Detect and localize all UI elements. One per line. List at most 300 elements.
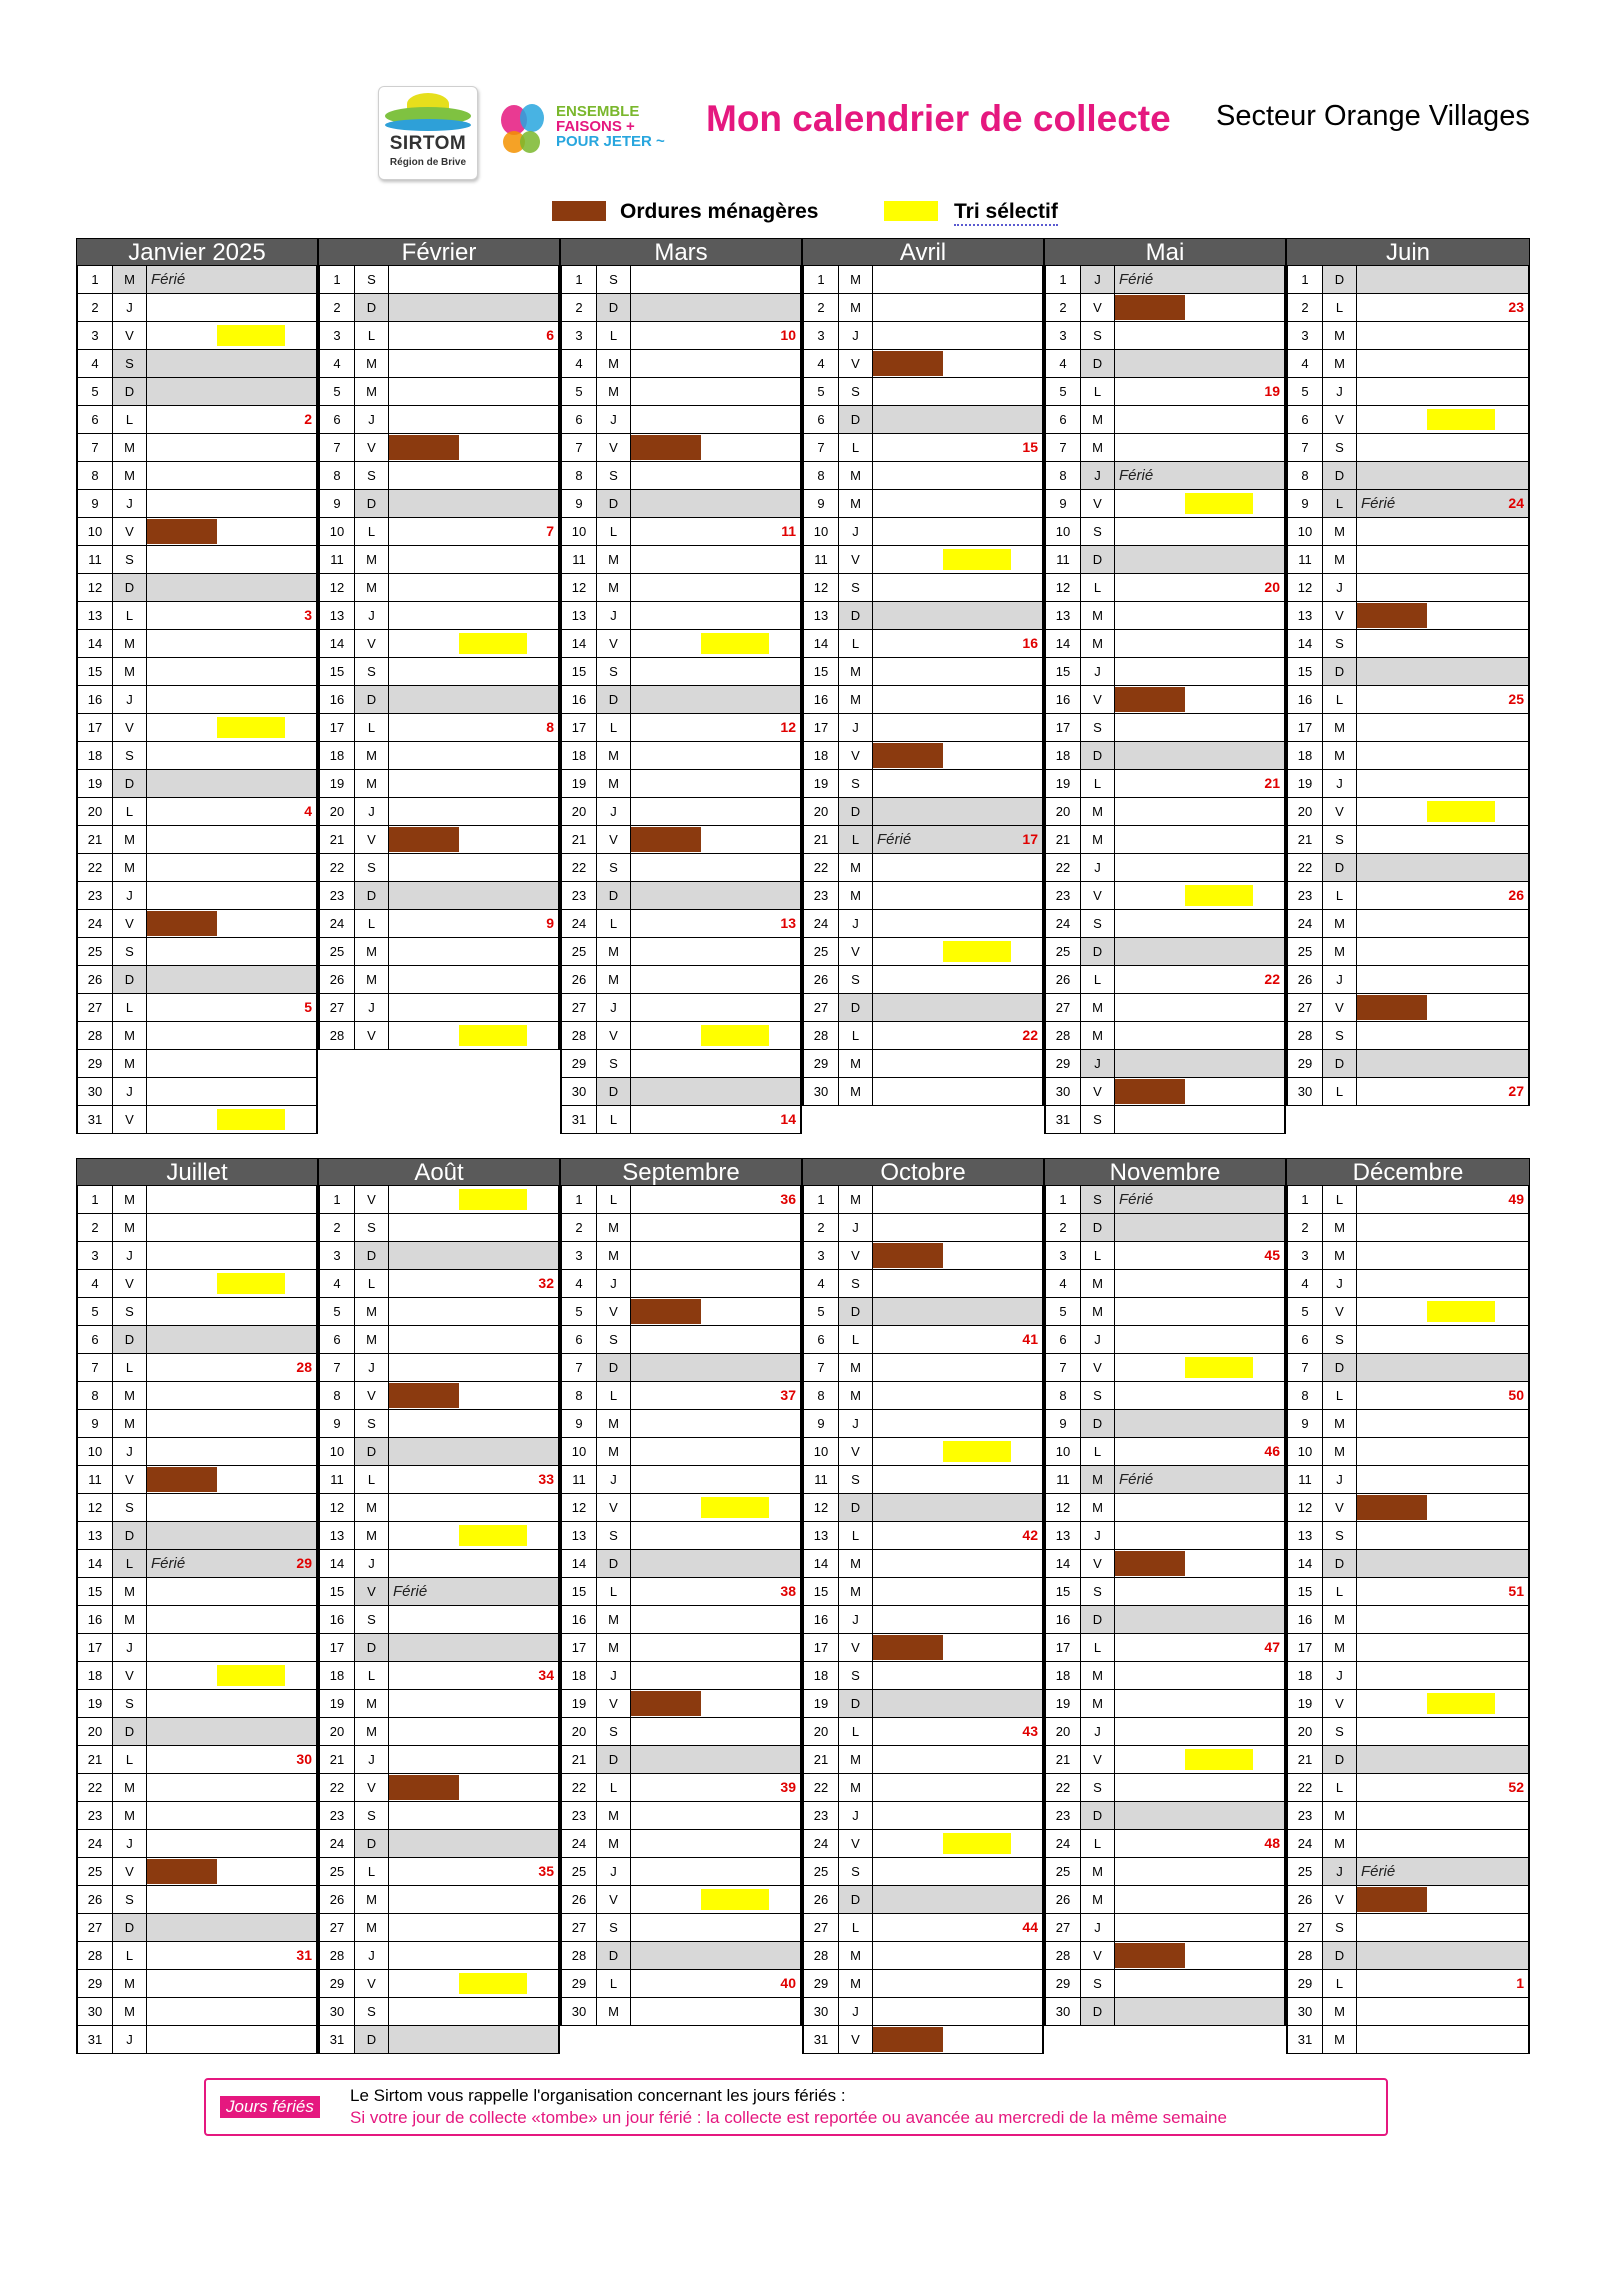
- day-row: [560, 602, 802, 630]
- day-row: [76, 490, 318, 518]
- day-row: [1286, 1718, 1530, 1746]
- weekday-letter: V: [1323, 1886, 1357, 1913]
- weekday-letter: M: [597, 1998, 631, 2025]
- day-row: [1286, 1578, 1530, 1606]
- day-row: [560, 1830, 802, 1858]
- day-row: [1044, 1438, 1286, 1466]
- weekday-letter: M: [597, 1606, 631, 1633]
- collection-cell: [389, 742, 558, 769]
- day-number: 26: [1046, 1886, 1081, 1913]
- day-row: [1286, 350, 1530, 378]
- day-row: [802, 1914, 1044, 1942]
- day-row: [318, 1606, 560, 1634]
- day-number: 1: [320, 1186, 355, 1213]
- week-number: 3: [304, 607, 312, 623]
- day-number: 19: [804, 770, 839, 797]
- collection-cell: [389, 2026, 558, 2053]
- day-number: 18: [804, 1662, 839, 1689]
- weekday-letter: V: [839, 1634, 873, 1661]
- day-number: 14: [78, 630, 113, 657]
- weekday-letter: V: [839, 2026, 873, 2053]
- day-number: 20: [804, 1718, 839, 1745]
- collection-cell: [873, 462, 1042, 489]
- collection-cell: [873, 490, 1042, 517]
- collection-cell: [1357, 1578, 1528, 1605]
- day-number: 6: [1288, 406, 1323, 433]
- collection-cell: [1115, 1998, 1284, 2025]
- weekday-letter: D: [597, 1942, 631, 1969]
- collection-cell: [389, 1522, 558, 1549]
- collection-cell: [631, 1858, 800, 1885]
- day-row: [802, 1746, 1044, 1774]
- day-row: [560, 1186, 802, 1214]
- weekday-letter: J: [839, 322, 873, 349]
- day-row: [1044, 910, 1286, 938]
- collection-cell: [389, 1774, 558, 1801]
- weekday-letter: J: [597, 1858, 631, 1885]
- weekday-letter: M: [355, 378, 389, 405]
- day-row: [318, 882, 560, 910]
- day-number: 7: [1288, 434, 1323, 461]
- day-row: [1286, 266, 1530, 294]
- day-row: [318, 1914, 560, 1942]
- day-row: [1044, 966, 1286, 994]
- collection-cell: [1115, 350, 1284, 377]
- day-number: 7: [804, 434, 839, 461]
- collection-cell: [631, 854, 800, 881]
- collection-cell: [873, 350, 1042, 377]
- weekday-letter: D: [1323, 1550, 1357, 1577]
- day-row: [76, 1410, 318, 1438]
- week-number: 47: [1264, 1639, 1280, 1655]
- collection-cell: [631, 994, 800, 1021]
- day-number: 24: [78, 1830, 113, 1857]
- collection-cell: [1357, 1914, 1528, 1941]
- weekday-letter: D: [597, 1078, 631, 1105]
- day-row: [1044, 1186, 1286, 1214]
- weekday-letter: D: [1081, 546, 1115, 573]
- legend: [552, 198, 1112, 226]
- day-number: 18: [1288, 742, 1323, 769]
- day-row: [76, 1802, 318, 1830]
- collection-cell: [147, 1858, 316, 1885]
- collection-cell: [389, 994, 558, 1021]
- day-row: [802, 686, 1044, 714]
- day-number: 11: [804, 546, 839, 573]
- weekday-letter: D: [113, 966, 147, 993]
- day-number: 17: [1046, 1634, 1081, 1661]
- weekday-letter: L: [839, 1522, 873, 1549]
- day-number: 20: [1288, 798, 1323, 825]
- day-row: [76, 882, 318, 910]
- day-row: [76, 1522, 318, 1550]
- day-number: 3: [1046, 322, 1081, 349]
- day-row: [76, 1914, 318, 1942]
- weekday-letter: J: [113, 1078, 147, 1105]
- day-number: 4: [1288, 1270, 1323, 1297]
- weekday-letter: M: [113, 1970, 147, 1997]
- day-number: 2: [1288, 294, 1323, 321]
- week-number: 27: [1508, 1083, 1524, 1099]
- weekday-letter: M: [839, 1746, 873, 1773]
- day-row: [1286, 1914, 1530, 1942]
- day-row: [1286, 966, 1530, 994]
- recycling-mark: [217, 325, 285, 346]
- weekday-letter: M: [839, 462, 873, 489]
- day-row: [1044, 294, 1286, 322]
- weekday-letter: S: [1081, 1774, 1115, 1801]
- day-number: 27: [320, 994, 355, 1021]
- day-row: [318, 1438, 560, 1466]
- day-number: 15: [562, 1578, 597, 1605]
- day-number: 15: [804, 1578, 839, 1605]
- day-row: [560, 630, 802, 658]
- weekday-letter: S: [113, 1886, 147, 1913]
- day-number: 19: [804, 1690, 839, 1717]
- day-row: [802, 1326, 1044, 1354]
- week-number: 19: [1264, 383, 1280, 399]
- household-waste-mark: [873, 351, 943, 376]
- day-number: 27: [562, 994, 597, 1021]
- day-row: [802, 406, 1044, 434]
- collection-cell: [389, 1858, 558, 1885]
- weekday-letter: L: [113, 1746, 147, 1773]
- collection-cell: [1357, 1022, 1528, 1049]
- week-number: 43: [1022, 1723, 1038, 1739]
- holiday-label: Férié: [151, 271, 186, 288]
- month-header: Avril: [802, 238, 1044, 266]
- day-number: 25: [562, 938, 597, 965]
- week-number: 13: [780, 915, 796, 931]
- recycling-mark: [1185, 885, 1253, 906]
- weekday-letter: M: [1323, 322, 1357, 349]
- collection-cell: [147, 1550, 316, 1577]
- day-number: 30: [1046, 1078, 1081, 1105]
- day-number: 23: [804, 882, 839, 909]
- collection-cell: [873, 826, 1042, 853]
- day-row: [560, 1802, 802, 1830]
- day-row: [802, 1550, 1044, 1578]
- day-number: 17: [78, 1634, 113, 1661]
- day-row: [1044, 742, 1286, 770]
- collection-cell: [873, 1270, 1042, 1297]
- collection-cell: [389, 1354, 558, 1381]
- day-row: [560, 1466, 802, 1494]
- weekday-letter: S: [839, 378, 873, 405]
- weekday-letter: V: [839, 1830, 873, 1857]
- collection-cell: [389, 1606, 558, 1633]
- household-waste-mark: [1115, 1079, 1185, 1104]
- weekday-letter: M: [1323, 1438, 1357, 1465]
- day-row: [318, 1298, 560, 1326]
- day-row: [1286, 1270, 1530, 1298]
- collection-cell: [1115, 826, 1284, 853]
- day-row: [318, 266, 560, 294]
- day-number: 19: [78, 770, 113, 797]
- day-row: [318, 1270, 560, 1298]
- day-row: [76, 518, 318, 546]
- weekday-letter: S: [839, 770, 873, 797]
- weekday-letter: M: [1323, 350, 1357, 377]
- collection-cell: [1357, 602, 1528, 629]
- day-number: 27: [320, 1914, 355, 1941]
- collection-cell: [1115, 1466, 1284, 1493]
- weekday-letter: L: [1323, 1774, 1357, 1801]
- day-number: 6: [320, 1326, 355, 1353]
- day-row: [802, 910, 1044, 938]
- day-row: [560, 686, 802, 714]
- collection-cell: [1357, 518, 1528, 545]
- week-number: 26: [1508, 887, 1524, 903]
- collection-cell: [873, 658, 1042, 685]
- collection-cell: [389, 1662, 558, 1689]
- weekday-letter: L: [597, 910, 631, 937]
- day-number: 11: [1288, 546, 1323, 573]
- weekday-letter: V: [1323, 406, 1357, 433]
- household-waste-mark: [873, 743, 943, 768]
- day-number: 25: [320, 1858, 355, 1885]
- day-row: [1044, 1970, 1286, 1998]
- day-row: [802, 546, 1044, 574]
- page-title: Mon calendrier de collecte: [706, 98, 1171, 139]
- collection-cell: [873, 378, 1042, 405]
- collection-cell: [873, 1214, 1042, 1241]
- day-number: 17: [1288, 714, 1323, 741]
- day-number: 19: [1288, 1690, 1323, 1717]
- day-number: 30: [804, 1078, 839, 1105]
- day-number: 22: [804, 1774, 839, 1801]
- day-number: 31: [1046, 1106, 1081, 1133]
- weekday-letter: M: [1081, 1494, 1115, 1521]
- day-row: [1286, 2026, 1530, 2054]
- weekday-letter: M: [113, 1998, 147, 2025]
- weekday-letter: J: [113, 686, 147, 713]
- day-row: [1286, 434, 1530, 462]
- household-waste-mark: [1357, 1887, 1427, 1912]
- day-number: 15: [1288, 658, 1323, 685]
- day-row: [802, 2026, 1044, 2054]
- day-row: [560, 770, 802, 798]
- collection-cell: [1357, 1998, 1528, 2025]
- collection-cell: [631, 1662, 800, 1689]
- day-number: 9: [562, 490, 597, 517]
- day-row: [318, 1410, 560, 1438]
- day-row: [560, 742, 802, 770]
- collection-cell: [631, 1718, 800, 1745]
- collection-cell: [147, 294, 316, 321]
- collection-cell: [389, 266, 558, 293]
- weekday-letter: M: [597, 1634, 631, 1661]
- day-row: [76, 1998, 318, 2026]
- day-row: [76, 826, 318, 854]
- collection-cell: [147, 1186, 316, 1213]
- collection-cell: [389, 462, 558, 489]
- weekday-letter: L: [597, 1970, 631, 1997]
- day-row: [76, 742, 318, 770]
- butterfly-icon: [500, 102, 548, 156]
- day-row: [802, 854, 1044, 882]
- day-row: [802, 1690, 1044, 1718]
- collection-cell: [389, 434, 558, 461]
- collection-cell: [1357, 1802, 1528, 1829]
- day-number: 9: [320, 490, 355, 517]
- day-number: 3: [320, 322, 355, 349]
- weekday-letter: M: [1081, 1662, 1115, 1689]
- weekday-letter: D: [355, 1830, 389, 1857]
- weekday-letter: D: [839, 1690, 873, 1717]
- weekday-letter: M: [839, 1550, 873, 1577]
- day-row: [560, 1774, 802, 1802]
- collection-cell: [1115, 1662, 1284, 1689]
- collection-cell: [1115, 1186, 1284, 1213]
- collection-cell: [389, 1214, 558, 1241]
- day-number: 1: [1046, 1186, 1081, 1213]
- day-number: 14: [1288, 1550, 1323, 1577]
- collection-cell: [389, 1326, 558, 1353]
- day-row: [560, 1914, 802, 1942]
- day-row: [76, 798, 318, 826]
- collection-cell: [873, 1494, 1042, 1521]
- day-number: 10: [562, 518, 597, 545]
- week-number: 45: [1264, 1247, 1280, 1263]
- day-row: [76, 1354, 318, 1382]
- weekday-letter: M: [839, 882, 873, 909]
- collection-cell: [147, 826, 316, 853]
- day-number: 5: [1288, 378, 1323, 405]
- collection-cell: [389, 1718, 558, 1745]
- collection-cell: [1357, 1970, 1528, 1997]
- day-number: 27: [78, 1914, 113, 1941]
- weekday-letter: L: [597, 518, 631, 545]
- day-number: 1: [1288, 1186, 1323, 1213]
- day-number: 11: [78, 546, 113, 573]
- day-number: 2: [78, 294, 113, 321]
- recycling-mark: [459, 1189, 527, 1210]
- weekday-letter: S: [597, 1326, 631, 1353]
- weekday-letter: M: [355, 574, 389, 601]
- day-number: 22: [804, 854, 839, 881]
- collection-cell: [1115, 1970, 1284, 1997]
- day-number: 26: [320, 966, 355, 993]
- collection-cell: [631, 1774, 800, 1801]
- weekday-letter: M: [597, 966, 631, 993]
- day-number: 6: [562, 406, 597, 433]
- week-number: 28: [296, 1359, 312, 1375]
- collection-cell: [1357, 1382, 1528, 1409]
- day-number: 13: [78, 602, 113, 629]
- day-row: [802, 378, 1044, 406]
- weekday-letter: V: [597, 1022, 631, 1049]
- collection-cell: [1115, 1718, 1284, 1745]
- day-row: [802, 462, 1044, 490]
- collection-cell: [147, 602, 316, 629]
- weekday-letter: L: [355, 322, 389, 349]
- day-row: [802, 1830, 1044, 1858]
- day-row: [76, 910, 318, 938]
- collection-cell: [1115, 938, 1284, 965]
- day-number: 15: [78, 1578, 113, 1605]
- collection-cell: [873, 798, 1042, 825]
- day-number: 18: [320, 742, 355, 769]
- day-number: 17: [1046, 714, 1081, 741]
- collection-cell: [1115, 378, 1284, 405]
- day-number: 23: [562, 882, 597, 909]
- collection-cell: [1115, 966, 1284, 993]
- collection-cell: [631, 350, 800, 377]
- weekday-letter: M: [113, 1578, 147, 1605]
- weekday-letter: M: [1323, 938, 1357, 965]
- day-row: [1044, 798, 1286, 826]
- weekday-letter: M: [355, 350, 389, 377]
- collection-cell: [147, 1410, 316, 1437]
- weekday-letter: V: [839, 546, 873, 573]
- weekday-letter: D: [1323, 1746, 1357, 1773]
- day-row: [318, 1466, 560, 1494]
- day-number: 9: [1288, 1410, 1323, 1437]
- day-number: 1: [1046, 266, 1081, 293]
- day-number: 24: [320, 1830, 355, 1857]
- day-number: 23: [1046, 882, 1081, 909]
- weekday-letter: S: [355, 1606, 389, 1633]
- weekday-letter: D: [355, 1438, 389, 1465]
- day-row: [802, 1774, 1044, 1802]
- day-number: 2: [562, 294, 597, 321]
- day-number: 15: [562, 658, 597, 685]
- day-number: 8: [804, 462, 839, 489]
- collection-cell: [631, 658, 800, 685]
- weekday-letter: S: [597, 266, 631, 293]
- day-number: 20: [320, 798, 355, 825]
- day-row: [76, 1298, 318, 1326]
- collection-cell: [389, 1270, 558, 1297]
- collection-cell: [1357, 938, 1528, 965]
- day-number: 9: [320, 1410, 355, 1437]
- weekday-letter: V: [355, 826, 389, 853]
- collection-cell: [1115, 798, 1284, 825]
- day-row: [318, 602, 560, 630]
- day-row: [1286, 686, 1530, 714]
- household-waste-mark: [631, 827, 701, 852]
- day-number: 28: [804, 1022, 839, 1049]
- collection-cell: [1115, 322, 1284, 349]
- day-number: 2: [320, 294, 355, 321]
- weekday-letter: J: [839, 1802, 873, 1829]
- weekday-letter: D: [113, 1522, 147, 1549]
- collection-cell: [389, 1186, 558, 1213]
- collection-cell: [147, 1466, 316, 1493]
- weekday-letter: S: [597, 1914, 631, 1941]
- day-row: [1044, 1578, 1286, 1606]
- day-number: 18: [1046, 742, 1081, 769]
- collection-cell: [147, 1606, 316, 1633]
- collection-cell: [631, 406, 800, 433]
- day-number: 2: [78, 1214, 113, 1241]
- day-number: 3: [78, 1242, 113, 1269]
- day-row: [318, 350, 560, 378]
- weekday-letter: S: [355, 658, 389, 685]
- collection-cell: [873, 1998, 1042, 2025]
- day-number: 30: [1288, 1078, 1323, 1105]
- day-number: 9: [804, 1410, 839, 1437]
- day-number: 14: [320, 630, 355, 657]
- weekday-letter: S: [113, 742, 147, 769]
- day-number: 17: [320, 714, 355, 741]
- weekday-letter: J: [355, 1550, 389, 1577]
- day-number: 2: [804, 294, 839, 321]
- day-row: [1044, 1354, 1286, 1382]
- weekday-letter: V: [1081, 1078, 1115, 1105]
- day-number: 18: [562, 1662, 597, 1689]
